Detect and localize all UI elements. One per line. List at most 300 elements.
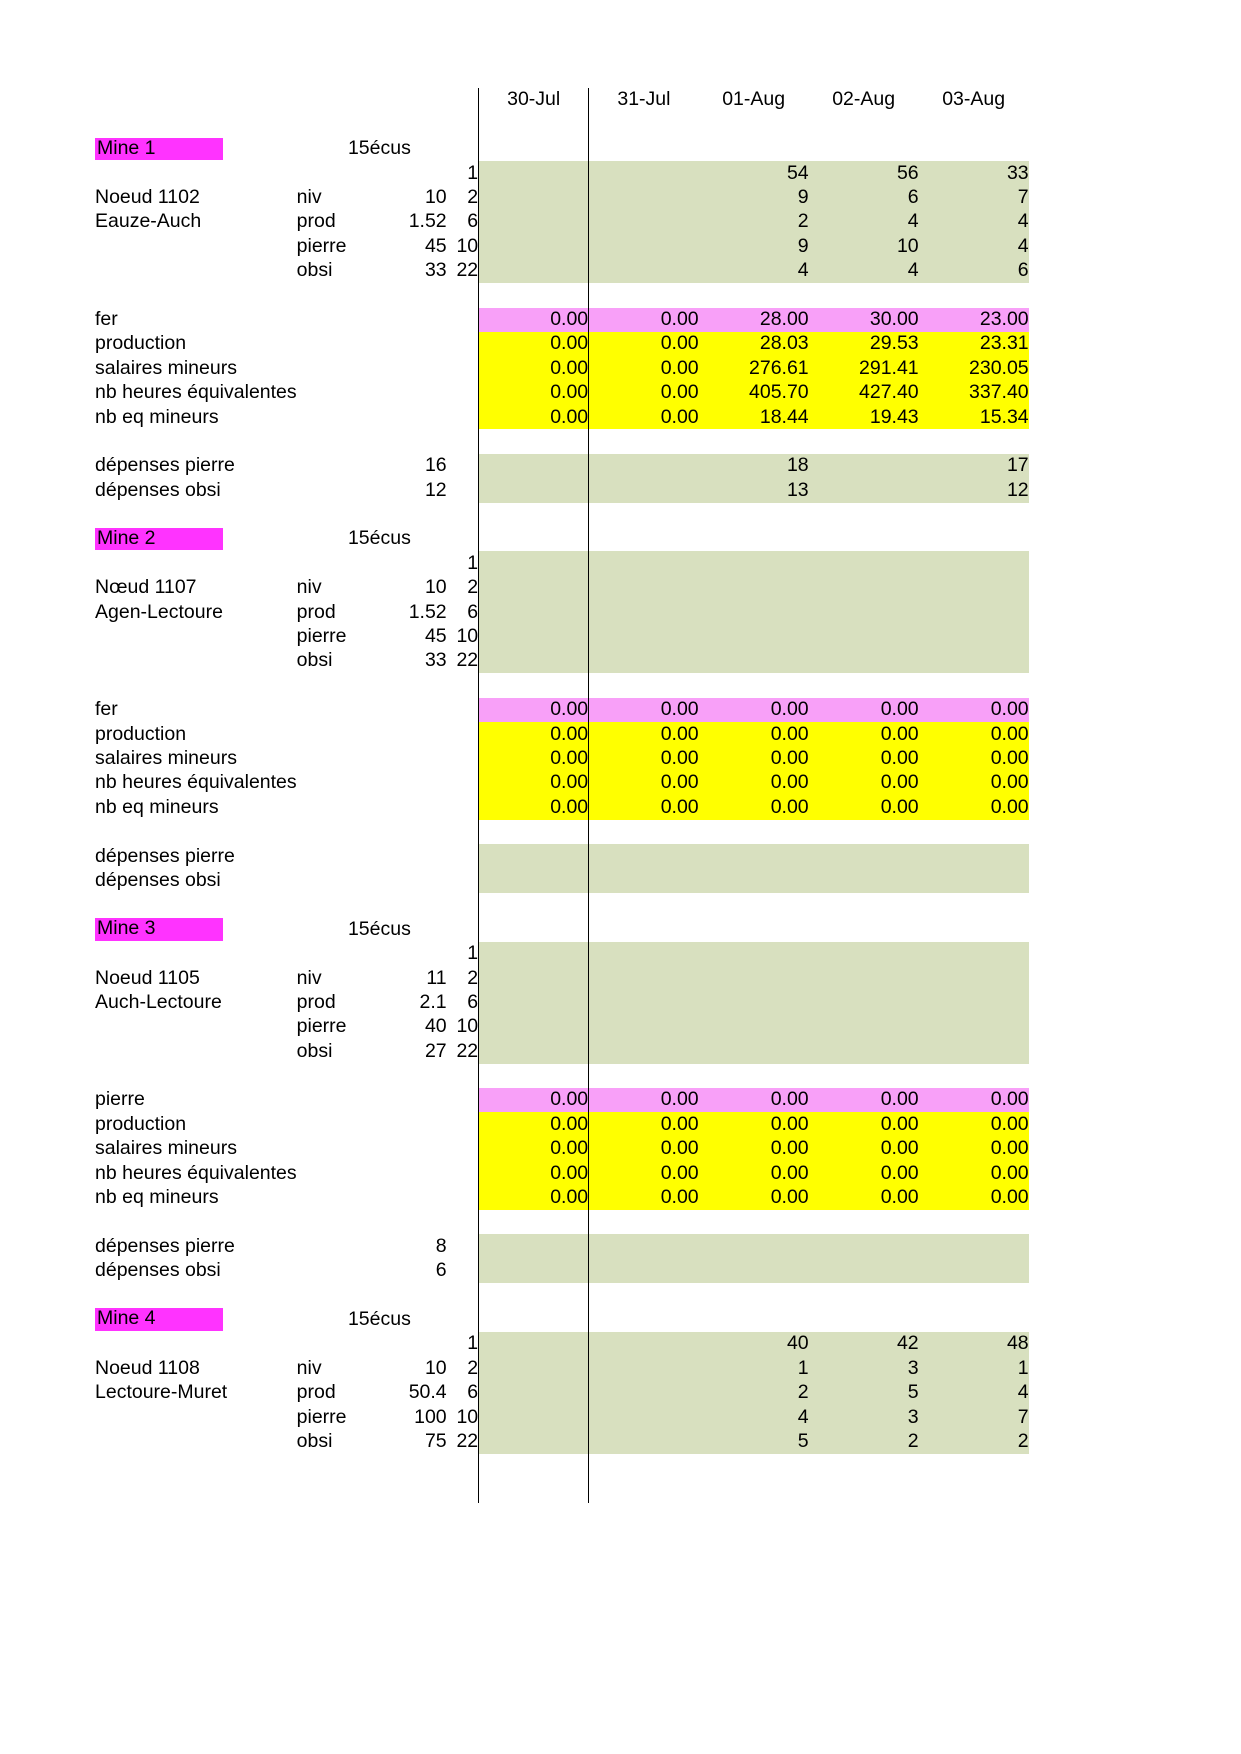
cell-m4-param2-c3[interactable]: 5 — [809, 1381, 919, 1405]
cell-m4-param1-c2[interactable]: 1 — [699, 1356, 809, 1380]
cell-m2-param3-c1[interactable] — [589, 625, 699, 649]
cell-m2-met2-c4[interactable]: 0.00 — [919, 771, 1029, 795]
cell-m1-exp0-c0[interactable] — [479, 454, 589, 478]
cell-m1-param4-c2[interactable]: 4 — [699, 259, 809, 283]
cell-m4-gap4-c1[interactable] — [589, 1478, 699, 1502]
mine-3-title-tag[interactable]: Mine 3 — [95, 918, 223, 941]
cell-m2-met3-c1[interactable]: 0.00 — [589, 795, 699, 819]
cell-m3-param3-c0[interactable] — [479, 1015, 589, 1039]
cell-m3-param3-c3[interactable] — [809, 1015, 919, 1039]
cell-m2-gap2-c3[interactable] — [809, 820, 919, 844]
cell-m2-title-c2[interactable] — [699, 527, 809, 551]
cell-m3-param4-c3[interactable] — [809, 1039, 919, 1063]
cell-m2-gap1-c1[interactable] — [589, 673, 699, 697]
cell-m1-gap1-c4[interactable] — [919, 283, 1029, 307]
cell-m2-exp0-c3[interactable] — [809, 844, 919, 868]
cell-m3-gap3-c3[interactable] — [809, 1283, 919, 1307]
mine-4-param-value-1[interactable]: 10 — [424, 1356, 447, 1379]
cell-m4-param4-c1[interactable] — [589, 1429, 699, 1453]
cell-m3-param4-c4[interactable] — [919, 1039, 1029, 1063]
cell-m2-exp1-c1[interactable] — [589, 869, 699, 893]
cell-m2-param4-c3[interactable] — [809, 649, 919, 673]
cell-m1-param4-c0[interactable] — [479, 259, 589, 283]
mine-3-expense-value-1[interactable]: 6 — [435, 1259, 447, 1282]
cell-m1-met2-c1[interactable]: 0.00 — [589, 381, 699, 405]
cell-m1-met2-c3[interactable]: 427.40 — [809, 381, 919, 405]
cell-m2-met1-c0[interactable]: 0.00 — [479, 747, 589, 771]
cell-m3-title-c2[interactable] — [699, 917, 809, 941]
cell-m3-param4-c2[interactable] — [699, 1039, 809, 1063]
cell-m1-met2-c2[interactable]: 405.70 — [699, 381, 809, 405]
cell-m4-param0-c4[interactable]: 48 — [919, 1332, 1029, 1356]
cell-m3-exp0-c4[interactable] — [919, 1234, 1029, 1258]
mine-3-param-value-2[interactable]: 2.1 — [419, 990, 447, 1013]
cell-m3-title-c1[interactable] — [589, 917, 699, 941]
cell-m1-gap3-c1[interactable] — [589, 503, 699, 527]
cell-m2-met0-c0[interactable]: 0.00 — [479, 722, 589, 746]
cell-m2-met2-c2[interactable]: 0.00 — [699, 771, 809, 795]
cell-m2-title-c3[interactable] — [809, 527, 919, 551]
cell-m3-gap2-c3[interactable] — [809, 1210, 919, 1234]
mine-4-param-value-2[interactable]: 50.4 — [408, 1381, 447, 1404]
cell-m2-gap3-c2[interactable] — [699, 893, 809, 917]
cell-m1-gap2-c3[interactable] — [809, 429, 919, 453]
cell-m4-title-c1[interactable] — [589, 1308, 699, 1332]
cell-m1-exp0-c1[interactable] — [589, 454, 699, 478]
cell-m1-param2-c0[interactable] — [479, 210, 589, 234]
cell-m4-gap4-c3[interactable] — [809, 1478, 919, 1502]
cell-m1-gap3-c4[interactable] — [919, 503, 1029, 527]
cell-m1-param3-c4[interactable]: 4 — [919, 234, 1029, 258]
cell-m2-param4-c2[interactable] — [699, 649, 809, 673]
cell-m2-gap2-c0[interactable] — [479, 820, 589, 844]
cell-m1-param0-c4[interactable]: 33 — [919, 161, 1029, 185]
cell-m3-title-c3[interactable] — [809, 917, 919, 941]
cell-m3-res-c4[interactable]: 0.00 — [919, 1088, 1029, 1112]
cell-m2-exp0-c0[interactable] — [479, 844, 589, 868]
cell-m3-param3-c1[interactable] — [589, 1015, 699, 1039]
cell-m1-param2-c4[interactable]: 4 — [919, 210, 1029, 234]
cell-m2-param0-c1[interactable] — [589, 551, 699, 575]
cell-m3-gap2-c0[interactable] — [479, 1210, 589, 1234]
cell-m1-gap2-c4[interactable] — [919, 429, 1029, 453]
cell-m1-met1-c3[interactable]: 291.41 — [809, 356, 919, 380]
cell-m2-param1-c0[interactable] — [479, 576, 589, 600]
cell-m3-met0-c1[interactable]: 0.00 — [589, 1112, 699, 1136]
cell-m3-exp1-c2[interactable] — [699, 1259, 809, 1283]
cell-m1-exp1-c2[interactable]: 13 — [699, 478, 809, 502]
cell-m1-met1-c2[interactable]: 276.61 — [699, 356, 809, 380]
cell-m3-res-c1[interactable]: 0.00 — [589, 1088, 699, 1112]
mine-4-title-tag[interactable]: Mine 4 — [95, 1308, 223, 1331]
mine-1-param-value-3[interactable]: 45 — [424, 234, 447, 257]
cell-m3-param1-c0[interactable] — [479, 966, 589, 990]
cell-m4-param4-c4[interactable]: 2 — [919, 1429, 1029, 1453]
cell-m2-met3-c0[interactable]: 0.00 — [479, 795, 589, 819]
mine-3-param-value-1[interactable]: 11 — [426, 966, 447, 989]
cell-m4-title-c4[interactable] — [919, 1308, 1029, 1332]
cell-m2-gap3-c0[interactable] — [479, 893, 589, 917]
cell-m3-gap3-c0[interactable] — [479, 1283, 589, 1307]
cell-m4-param1-c4[interactable]: 1 — [919, 1356, 1029, 1380]
cell-m3-param3-c2[interactable] — [699, 1015, 809, 1039]
cell-m1-gap2-c2[interactable] — [699, 429, 809, 453]
cell-m4-param3-c0[interactable] — [479, 1405, 589, 1429]
cell-m3-exp1-c3[interactable] — [809, 1259, 919, 1283]
cell-m3-met0-c0[interactable]: 0.00 — [479, 1112, 589, 1136]
mine-2-title-tag[interactable]: Mine 2 — [95, 528, 223, 551]
cell-m1-param1-c2[interactable]: 9 — [699, 186, 809, 210]
cell-m3-met3-c4[interactable]: 0.00 — [919, 1186, 1029, 1210]
cell-m2-gap2-c4[interactable] — [919, 820, 1029, 844]
cell-m2-param2-c3[interactable] — [809, 600, 919, 624]
cell-m1-param0-c1[interactable] — [589, 161, 699, 185]
cell-m1-res-c3[interactable]: 30.00 — [809, 308, 919, 332]
cell-m3-met0-c4[interactable]: 0.00 — [919, 1112, 1029, 1136]
mine-4-param-value-4[interactable]: 75 — [424, 1429, 447, 1452]
mine-4-param-value-3[interactable]: 100 — [414, 1405, 447, 1428]
cell-m3-param2-c2[interactable] — [699, 990, 809, 1014]
cell-m2-met1-c2[interactable]: 0.00 — [699, 747, 809, 771]
cell-m3-param1-c4[interactable] — [919, 966, 1029, 990]
mine-3-param-value-3[interactable]: 40 — [424, 1015, 447, 1038]
cell-m2-res-c0[interactable]: 0.00 — [479, 698, 589, 722]
cell-m3-met3-c2[interactable]: 0.00 — [699, 1186, 809, 1210]
mine-2-param-value-2[interactable]: 1.52 — [408, 600, 447, 623]
cell-m3-param0-c0[interactable] — [479, 942, 589, 966]
cell-m1-param4-c1[interactable] — [589, 259, 699, 283]
cell-m3-exp1-c1[interactable] — [589, 1259, 699, 1283]
cell-m2-param3-c4[interactable] — [919, 625, 1029, 649]
cell-m2-met1-c4[interactable]: 0.00 — [919, 747, 1029, 771]
cell-m3-met0-c3[interactable]: 0.00 — [809, 1112, 919, 1136]
cell-m3-met1-c1[interactable]: 0.00 — [589, 1137, 699, 1161]
cell-m2-param4-c0[interactable] — [479, 649, 589, 673]
cell-m1-param3-c0[interactable] — [479, 234, 589, 258]
cell-m3-met2-c2[interactable]: 0.00 — [699, 1161, 809, 1185]
mine-1-expense-value-0[interactable]: 16 — [424, 454, 447, 477]
cell-m3-met3-c0[interactable]: 0.00 — [479, 1186, 589, 1210]
cell-m2-param1-c2[interactable] — [699, 576, 809, 600]
cell-m1-title-c0[interactable] — [479, 137, 589, 161]
cell-m3-title-c0[interactable] — [479, 917, 589, 941]
mine-2-param-value-3[interactable]: 45 — [424, 625, 447, 648]
cell-m4-gap4-c2[interactable] — [699, 1478, 809, 1502]
cell-m3-gap1-c2[interactable] — [699, 1064, 809, 1088]
cell-m2-title-c0[interactable] — [479, 527, 589, 551]
cell-m3-param4-c0[interactable] — [479, 1039, 589, 1063]
cell-m1-param3-c1[interactable] — [589, 234, 699, 258]
cell-m3-gap2-c4[interactable] — [919, 1210, 1029, 1234]
cell-m1-param0-c2[interactable]: 54 — [699, 161, 809, 185]
cell-m3-gap3-c1[interactable] — [589, 1283, 699, 1307]
cell-m4-param0-c0[interactable] — [479, 1332, 589, 1356]
cell-m4-param4-c2[interactable]: 5 — [699, 1429, 809, 1453]
cell-m1-param0-c3[interactable]: 56 — [809, 161, 919, 185]
cell-m1-param2-c3[interactable]: 4 — [809, 210, 919, 234]
cell-m4-param3-c4[interactable]: 7 — [919, 1405, 1029, 1429]
cell-m2-title-c4[interactable] — [919, 527, 1029, 551]
cell-m1-exp0-c4[interactable]: 17 — [919, 454, 1029, 478]
cell-m1-param3-c2[interactable]: 9 — [699, 234, 809, 258]
cell-m2-param1-c1[interactable] — [589, 576, 699, 600]
cell-m3-param0-c4[interactable] — [919, 942, 1029, 966]
mine-1-param-value-1[interactable]: 10 — [424, 186, 447, 208]
cell-m3-met1-c0[interactable]: 0.00 — [479, 1137, 589, 1161]
cell-m2-param0-c4[interactable] — [919, 551, 1029, 575]
cell-m4-param2-c1[interactable] — [589, 1381, 699, 1405]
cell-m4-gap1-c2[interactable] — [699, 1454, 809, 1478]
cell-m2-met0-c2[interactable]: 0.00 — [699, 722, 809, 746]
cell-m3-met1-c2[interactable]: 0.00 — [699, 1137, 809, 1161]
cell-m2-gap3-c4[interactable] — [919, 893, 1029, 917]
cell-m2-exp1-c0[interactable] — [479, 869, 589, 893]
cell-m2-gap1-c0[interactable] — [479, 673, 589, 697]
cell-m3-res-c2[interactable]: 0.00 — [699, 1088, 809, 1112]
cell-m3-exp1-c4[interactable] — [919, 1259, 1029, 1283]
cell-m1-gap3-c3[interactable] — [809, 503, 919, 527]
cell-m1-met3-c0[interactable]: 0.00 — [479, 405, 589, 429]
cell-m2-met3-c4[interactable]: 0.00 — [919, 795, 1029, 819]
cell-m4-param1-c3[interactable]: 3 — [809, 1356, 919, 1380]
cell-m1-met3-c3[interactable]: 19.43 — [809, 405, 919, 429]
cell-m3-exp0-c2[interactable] — [699, 1234, 809, 1258]
cell-m2-res-c4[interactable]: 0.00 — [919, 698, 1029, 722]
cell-m4-param0-c1[interactable] — [589, 1332, 699, 1356]
cell-m1-met0-c2[interactable]: 28.03 — [699, 332, 809, 356]
cell-m1-met1-c0[interactable]: 0.00 — [479, 356, 589, 380]
cell-m1-param1-c3[interactable]: 6 — [809, 186, 919, 210]
cell-m3-param1-c3[interactable] — [809, 966, 919, 990]
cell-m2-gap3-c1[interactable] — [589, 893, 699, 917]
cell-m2-gap1-c3[interactable] — [809, 673, 919, 697]
cell-m2-param3-c0[interactable] — [479, 625, 589, 649]
cell-m1-res-c4[interactable]: 23.00 — [919, 308, 1029, 332]
cell-m1-param4-c3[interactable]: 4 — [809, 259, 919, 283]
cell-m2-met1-c3[interactable]: 0.00 — [809, 747, 919, 771]
cell-m3-param1-c2[interactable] — [699, 966, 809, 990]
cell-m3-param2-c4[interactable] — [919, 990, 1029, 1014]
cell-m1-gap3-c2[interactable] — [699, 503, 809, 527]
cell-m4-param4-c0[interactable] — [479, 1429, 589, 1453]
cell-m3-met1-c4[interactable]: 0.00 — [919, 1137, 1029, 1161]
cell-m1-param3-c3[interactable]: 10 — [809, 234, 919, 258]
cell-m3-gap3-c4[interactable] — [919, 1283, 1029, 1307]
mine-1-param-value-2[interactable]: 1.52 — [408, 210, 447, 233]
cell-m1-gap3-c0[interactable] — [479, 503, 589, 527]
cell-m2-param1-c3[interactable] — [809, 576, 919, 600]
cell-m3-met3-c1[interactable]: 0.00 — [589, 1186, 699, 1210]
cell-m3-param3-c4[interactable] — [919, 1015, 1029, 1039]
cell-m2-gap3-c3[interactable] — [809, 893, 919, 917]
mine-3-param-value-4[interactable]: 27 — [424, 1039, 447, 1062]
cell-m1-met0-c4[interactable]: 23.31 — [919, 332, 1029, 356]
cell-m2-gap1-c2[interactable] — [699, 673, 809, 697]
cell-m1-param0-c0[interactable] — [479, 161, 589, 185]
cell-m3-param1-c1[interactable] — [589, 966, 699, 990]
cell-m4-param3-c3[interactable]: 3 — [809, 1405, 919, 1429]
cell-m1-gap1-c0[interactable] — [479, 283, 589, 307]
cell-m2-met2-c3[interactable]: 0.00 — [809, 771, 919, 795]
cell-m2-param2-c0[interactable] — [479, 600, 589, 624]
cell-m3-res-c3[interactable]: 0.00 — [809, 1088, 919, 1112]
cell-m3-gap1-c3[interactable] — [809, 1064, 919, 1088]
cell-m3-gap1-c0[interactable] — [479, 1064, 589, 1088]
cell-m4-param1-c0[interactable] — [479, 1356, 589, 1380]
cell-m3-title-c4[interactable] — [919, 917, 1029, 941]
cell-m3-met1-c3[interactable]: 0.00 — [809, 1137, 919, 1161]
cell-m2-param4-c4[interactable] — [919, 649, 1029, 673]
cell-m1-title-c1[interactable] — [589, 137, 699, 161]
cell-m1-exp1-c4[interactable]: 12 — [919, 478, 1029, 502]
cell-m2-met0-c1[interactable]: 0.00 — [589, 722, 699, 746]
cell-m2-gap2-c1[interactable] — [589, 820, 699, 844]
cell-m1-param2-c2[interactable]: 2 — [699, 210, 809, 234]
cell-m2-param0-c2[interactable] — [699, 551, 809, 575]
cell-m3-met2-c4[interactable]: 0.00 — [919, 1161, 1029, 1185]
cell-m1-title-c3[interactable] — [809, 137, 919, 161]
cell-m2-exp0-c1[interactable] — [589, 844, 699, 868]
cell-m2-met2-c1[interactable]: 0.00 — [589, 771, 699, 795]
cell-m3-exp0-c0[interactable] — [479, 1234, 589, 1258]
cell-m4-gap1-c4[interactable] — [919, 1454, 1029, 1478]
cell-m3-param0-c1[interactable] — [589, 942, 699, 966]
cell-m2-param3-c2[interactable] — [699, 625, 809, 649]
cell-m2-met0-c4[interactable]: 0.00 — [919, 722, 1029, 746]
cell-m1-title-c4[interactable] — [919, 137, 1029, 161]
cell-m2-gap2-c2[interactable] — [699, 820, 809, 844]
cell-m3-gap1-c4[interactable] — [919, 1064, 1029, 1088]
cell-m2-param0-c3[interactable] — [809, 551, 919, 575]
cell-m1-param2-c1[interactable] — [589, 210, 699, 234]
cell-m2-met1-c1[interactable]: 0.00 — [589, 747, 699, 771]
cell-m1-gap1-c1[interactable] — [589, 283, 699, 307]
cell-m4-title-c3[interactable] — [809, 1308, 919, 1332]
cell-m3-exp0-c3[interactable] — [809, 1234, 919, 1258]
cell-m2-met3-c2[interactable]: 0.00 — [699, 795, 809, 819]
cell-m4-gap4-c0[interactable] — [479, 1478, 589, 1502]
cell-m2-res-c1[interactable]: 0.00 — [589, 698, 699, 722]
cell-m4-param2-c4[interactable]: 4 — [919, 1381, 1029, 1405]
cell-m2-exp1-c3[interactable] — [809, 869, 919, 893]
cell-m3-met2-c1[interactable]: 0.00 — [589, 1161, 699, 1185]
cell-m2-exp0-c4[interactable] — [919, 844, 1029, 868]
cell-m1-met1-c4[interactable]: 230.05 — [919, 356, 1029, 380]
cell-m1-param1-c4[interactable]: 7 — [919, 186, 1029, 210]
cell-m1-gap1-c2[interactable] — [699, 283, 809, 307]
cell-m2-gap1-c4[interactable] — [919, 673, 1029, 697]
cell-m1-param1-c0[interactable] — [479, 186, 589, 210]
cell-m2-met3-c3[interactable]: 0.00 — [809, 795, 919, 819]
mine-3-param-value-0[interactable] — [370, 942, 447, 966]
cell-m4-gap1-c3[interactable] — [809, 1454, 919, 1478]
cell-m4-param4-c3[interactable]: 2 — [809, 1429, 919, 1453]
cell-m1-res-c1[interactable]: 0.00 — [589, 308, 699, 332]
cell-m1-title-c2[interactable] — [699, 137, 809, 161]
cell-m2-exp1-c4[interactable] — [919, 869, 1029, 893]
cell-m4-gap1-c0[interactable] — [479, 1454, 589, 1478]
cell-m4-param0-c2[interactable]: 40 — [699, 1332, 809, 1356]
mine-1-param-value-4[interactable]: 33 — [424, 259, 447, 282]
cell-m4-gap4-c4[interactable] — [919, 1478, 1029, 1502]
mine-2-param-value-0[interactable] — [370, 551, 447, 575]
cell-m4-param2-c2[interactable]: 2 — [699, 1381, 809, 1405]
cell-m1-exp1-c1[interactable] — [589, 478, 699, 502]
cell-m1-exp1-c3[interactable] — [809, 478, 919, 502]
cell-m4-param1-c1[interactable] — [589, 1356, 699, 1380]
cell-m3-param0-c2[interactable] — [699, 942, 809, 966]
cell-m4-param3-c1[interactable] — [589, 1405, 699, 1429]
cell-m1-met1-c1[interactable]: 0.00 — [589, 356, 699, 380]
cell-m1-res-c2[interactable]: 28.00 — [699, 308, 809, 332]
cell-m3-res-c0[interactable]: 0.00 — [479, 1088, 589, 1112]
mine-3-expense-value-0[interactable]: 8 — [435, 1234, 447, 1257]
cell-m3-exp1-c0[interactable] — [479, 1259, 589, 1283]
cell-m3-met0-c2[interactable]: 0.00 — [699, 1112, 809, 1136]
cell-m2-met0-c3[interactable]: 0.00 — [809, 722, 919, 746]
cell-m1-res-c0[interactable]: 0.00 — [479, 308, 589, 332]
cell-m2-res-c3[interactable]: 0.00 — [809, 698, 919, 722]
cell-m1-met2-c4[interactable]: 337.40 — [919, 381, 1029, 405]
cell-m1-met0-c1[interactable]: 0.00 — [589, 332, 699, 356]
cell-m4-param3-c2[interactable]: 4 — [699, 1405, 809, 1429]
cell-m3-exp0-c1[interactable] — [589, 1234, 699, 1258]
cell-m4-title-c2[interactable] — [699, 1308, 809, 1332]
cell-m3-gap1-c1[interactable] — [589, 1064, 699, 1088]
cell-m1-param1-c1[interactable] — [589, 186, 699, 210]
cell-m1-met2-c0[interactable]: 0.00 — [479, 381, 589, 405]
cell-m1-met3-c4[interactable]: 15.34 — [919, 405, 1029, 429]
cell-m3-met2-c0[interactable]: 0.00 — [479, 1161, 589, 1185]
cell-m2-param2-c1[interactable] — [589, 600, 699, 624]
cell-m2-param2-c4[interactable] — [919, 600, 1029, 624]
cell-m1-exp0-c3[interactable] — [809, 454, 919, 478]
cell-m1-exp0-c2[interactable]: 18 — [699, 454, 809, 478]
mine-1-expense-value-1[interactable]: 12 — [424, 478, 447, 501]
cell-m4-gap1-c1[interactable] — [589, 1454, 699, 1478]
cell-m2-met2-c0[interactable]: 0.00 — [479, 771, 589, 795]
cell-m3-param2-c3[interactable] — [809, 990, 919, 1014]
mine-1-param-value-0[interactable] — [370, 161, 447, 185]
cell-m3-param4-c1[interactable] — [589, 1039, 699, 1063]
cell-m4-title-c0[interactable] — [479, 1308, 589, 1332]
cell-m1-met0-c3[interactable]: 29.53 — [809, 332, 919, 356]
cell-m2-title-c1[interactable] — [589, 527, 699, 551]
cell-m2-exp1-c2[interactable] — [699, 869, 809, 893]
cell-m3-param0-c3[interactable] — [809, 942, 919, 966]
cell-m1-gap2-c0[interactable] — [479, 429, 589, 453]
cell-m2-param1-c4[interactable] — [919, 576, 1029, 600]
cell-m1-met0-c0[interactable]: 0.00 — [479, 332, 589, 356]
cell-m1-met3-c1[interactable]: 0.00 — [589, 405, 699, 429]
cell-m4-param2-c0[interactable] — [479, 1381, 589, 1405]
cell-m3-param2-c1[interactable] — [589, 990, 699, 1014]
cell-m2-res-c2[interactable]: 0.00 — [699, 698, 809, 722]
mine-2-param-value-4[interactable]: 33 — [424, 649, 447, 672]
mine-2-expense-value-0[interactable] — [370, 844, 447, 868]
cell-m3-param2-c0[interactable] — [479, 990, 589, 1014]
cell-m1-gap1-c3[interactable] — [809, 283, 919, 307]
cell-m1-exp1-c0[interactable] — [479, 478, 589, 502]
cell-m1-param4-c4[interactable]: 6 — [919, 259, 1029, 283]
cell-m3-gap3-c2[interactable] — [699, 1283, 809, 1307]
cell-m1-gap2-c1[interactable] — [589, 429, 699, 453]
cell-m1-met3-c2[interactable]: 18.44 — [699, 405, 809, 429]
cell-m2-exp0-c2[interactable] — [699, 844, 809, 868]
cell-m3-gap2-c2[interactable] — [699, 1210, 809, 1234]
cell-m2-param3-c3[interactable] — [809, 625, 919, 649]
cell-m2-param0-c0[interactable] — [479, 551, 589, 575]
